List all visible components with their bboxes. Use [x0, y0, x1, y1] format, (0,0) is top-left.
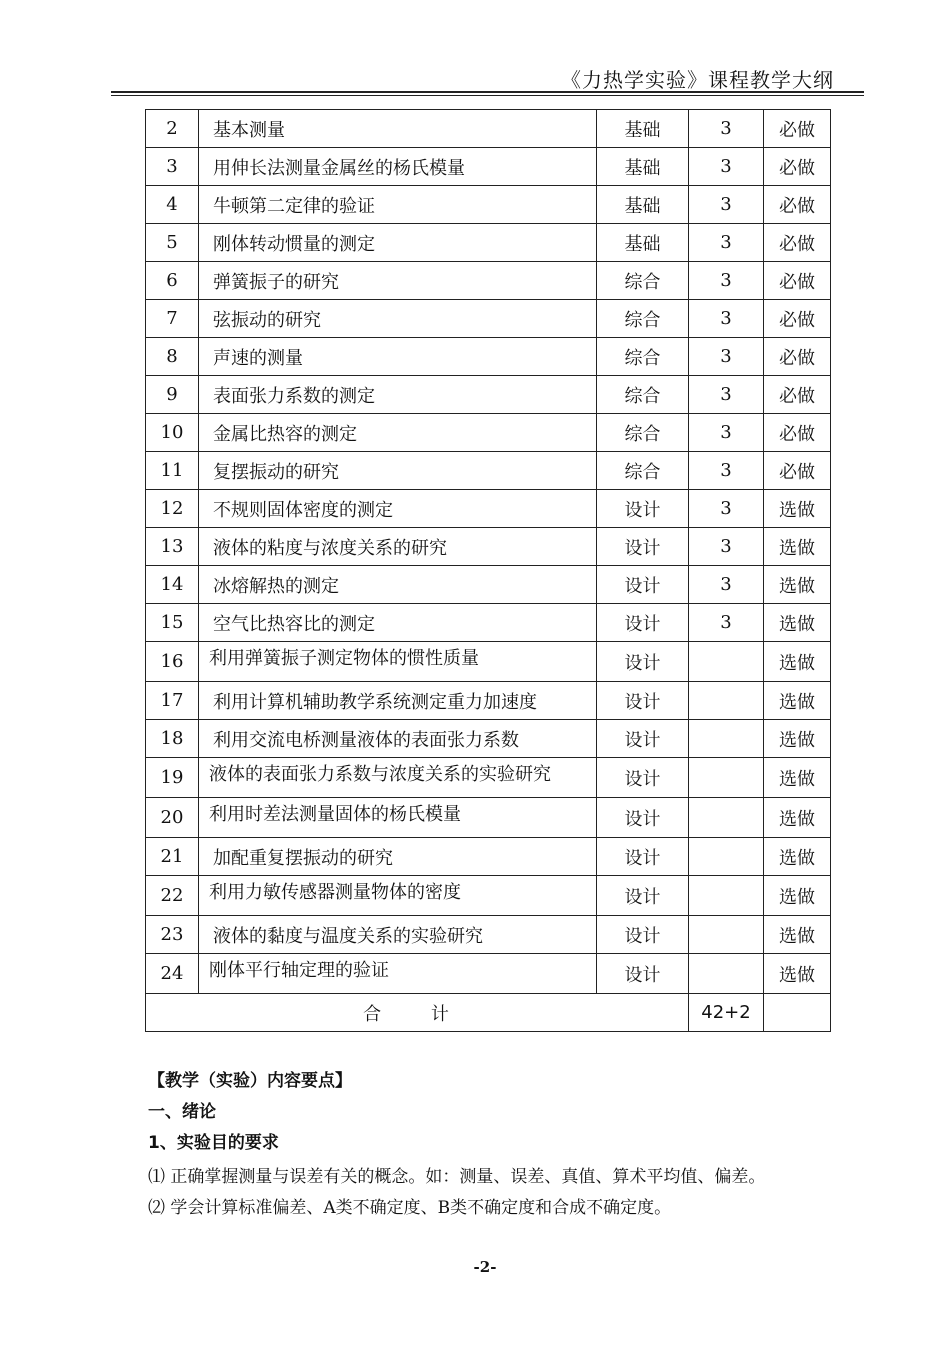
cell-experiment-name: 表面张力系数的测定 — [199, 376, 597, 414]
table-row — [146, 300, 831, 338]
cell-experiment-name: 弹簧振子的研究 — [199, 262, 597, 300]
cell-hours — [689, 876, 764, 916]
cell-number: 4 — [146, 186, 199, 224]
table-row — [146, 720, 831, 758]
cell-type: 设计 — [597, 954, 689, 994]
cell-hours — [689, 642, 764, 682]
cell-experiment-name: 基本测量 — [199, 110, 597, 148]
cell-hours: 3 — [689, 452, 764, 490]
cell-requirement: 必做 — [764, 148, 831, 186]
cell-number: 17 — [146, 682, 199, 720]
cell-hours: 3 — [689, 604, 764, 642]
cell-type: 基础 — [597, 110, 689, 148]
cell-number: 3 — [146, 148, 199, 186]
cell-type: 综合 — [597, 338, 689, 376]
cell-type: 设计 — [597, 490, 689, 528]
cell-experiment-name: 利用时差法测量固体的杨氏模量 — [199, 798, 597, 838]
cell-requirement: 必做 — [764, 376, 831, 414]
cell-type: 设计 — [597, 682, 689, 720]
cell-hours: 3 — [689, 566, 764, 604]
cell-experiment-name: 液体的粘度与浓度关系的研究 — [199, 528, 597, 566]
cell-type: 基础 — [597, 148, 689, 186]
cell-type: 设计 — [597, 642, 689, 682]
cell-hours — [689, 682, 764, 720]
section-heading: 【教学（实验）内容要点】 — [148, 1071, 352, 1091]
cell-requirement: 选做 — [764, 916, 831, 954]
cell-experiment-name: 加配重复摆振动的研究 — [199, 838, 597, 876]
cell-type: 基础 — [597, 224, 689, 262]
cell-number: 18 — [146, 720, 199, 758]
table-row — [146, 528, 831, 566]
cell-type: 综合 — [597, 452, 689, 490]
cell-hours: 3 — [689, 528, 764, 566]
cell-type: 综合 — [597, 414, 689, 452]
cell-number: 21 — [146, 838, 199, 876]
cell-requirement: 必做 — [764, 338, 831, 376]
cell-experiment-name: 声速的测量 — [199, 338, 597, 376]
cell-requirement: 选做 — [764, 528, 831, 566]
table-row — [146, 682, 831, 720]
paragraph-item-1: ⑴ 正确掌握测量与误差有关的概念。如：测量、误差、真值、算术平均值、偏差。 — [148, 1167, 766, 1187]
cell-requirement: 必做 — [764, 262, 831, 300]
cell-experiment-name: 不规则固体密度的测定 — [199, 490, 597, 528]
cell-requirement: 必做 — [764, 300, 831, 338]
cell-type: 综合 — [597, 300, 689, 338]
cell-type: 设计 — [597, 758, 689, 798]
cell-requirement: 选做 — [764, 876, 831, 916]
table-row — [146, 916, 831, 954]
cell-number: 11 — [146, 452, 199, 490]
cell-number: 19 — [146, 758, 199, 798]
cell-experiment-name: 液体的黏度与温度关系的实验研究 — [199, 916, 597, 954]
cell-experiment-name: 利用交流电桥测量液体的表面张力系数 — [199, 720, 597, 758]
cell-experiment-name: 金属比热容的测定 — [199, 414, 597, 452]
cell-type: 设计 — [597, 720, 689, 758]
cell-requirement: 选做 — [764, 954, 831, 994]
table-row — [146, 414, 831, 452]
cell-hours — [689, 838, 764, 876]
table-row — [146, 452, 831, 490]
table-row — [146, 490, 831, 528]
cell-number: 13 — [146, 528, 199, 566]
table-row — [146, 224, 831, 262]
cell-number: 24 — [146, 954, 199, 994]
total-label: 合 计 — [146, 994, 689, 1032]
cell-type: 设计 — [597, 798, 689, 838]
cell-hours: 3 — [689, 300, 764, 338]
total-empty-cell — [764, 994, 831, 1032]
table-row — [146, 798, 831, 838]
cell-hours: 3 — [689, 490, 764, 528]
cell-requirement: 选做 — [764, 566, 831, 604]
cell-hours: 3 — [689, 414, 764, 452]
table-row — [146, 876, 831, 916]
cell-hours: 3 — [689, 224, 764, 262]
cell-requirement: 选做 — [764, 720, 831, 758]
cell-number: 10 — [146, 414, 199, 452]
table-row — [146, 954, 831, 994]
cell-hours: 3 — [689, 186, 764, 224]
cell-number: 15 — [146, 604, 199, 642]
table-row — [146, 262, 831, 300]
cell-hours — [689, 954, 764, 994]
table-row — [146, 338, 831, 376]
experiment-table — [145, 109, 831, 1032]
cell-type: 综合 — [597, 376, 689, 414]
cell-experiment-name: 液体的表面张力系数与浓度关系的实验研究 — [199, 758, 597, 798]
cell-hours — [689, 758, 764, 798]
cell-requirement: 选做 — [764, 604, 831, 642]
table-row — [146, 148, 831, 186]
cell-hours: 3 — [689, 148, 764, 186]
cell-requirement: 必做 — [764, 224, 831, 262]
cell-requirement: 必做 — [764, 186, 831, 224]
cell-experiment-name: 刚体平行轴定理的验证 — [199, 954, 597, 994]
cell-hours — [689, 720, 764, 758]
cell-experiment-name: 利用计算机辅助教学系统测定重力加速度 — [199, 682, 597, 720]
table-row — [146, 110, 831, 148]
header-rule-thin — [111, 95, 864, 96]
cell-requirement: 选做 — [764, 758, 831, 798]
cell-hours: 3 — [689, 338, 764, 376]
cell-requirement: 选做 — [764, 490, 831, 528]
cell-number: 5 — [146, 224, 199, 262]
cell-experiment-name: 冰熔解热的测定 — [199, 566, 597, 604]
cell-experiment-name: 复摆振动的研究 — [199, 452, 597, 490]
table-row — [146, 758, 831, 798]
table-row — [146, 566, 831, 604]
cell-experiment-name: 弦振动的研究 — [199, 300, 597, 338]
cell-type: 基础 — [597, 186, 689, 224]
cell-number: 6 — [146, 262, 199, 300]
cell-number: 2 — [146, 110, 199, 148]
table-row — [146, 642, 831, 682]
cell-experiment-name: 空气比热容比的测定 — [199, 604, 597, 642]
cell-hours: 3 — [689, 262, 764, 300]
cell-experiment-name: 利用弹簧振子测定物体的惯性质量 — [199, 642, 597, 682]
table-row — [146, 186, 831, 224]
cell-requirement: 选做 — [764, 682, 831, 720]
cell-hours — [689, 916, 764, 954]
cell-number: 12 — [146, 490, 199, 528]
cell-hours — [689, 798, 764, 838]
cell-requirement: 必做 — [764, 414, 831, 452]
chapter-heading: 一、绪论 — [148, 1102, 216, 1122]
cell-number: 22 — [146, 876, 199, 916]
cell-number: 14 — [146, 566, 199, 604]
cell-experiment-name: 利用力敏传感器测量物体的密度 — [199, 876, 597, 916]
table-row — [146, 604, 831, 642]
cell-number: 8 — [146, 338, 199, 376]
header-rule — [111, 91, 864, 93]
cell-type: 设计 — [597, 566, 689, 604]
cell-experiment-name: 刚体转动惯量的测定 — [199, 224, 597, 262]
cell-type: 设计 — [597, 528, 689, 566]
cell-requirement: 选做 — [764, 642, 831, 682]
table-total-row — [146, 994, 831, 1032]
cell-number: 20 — [146, 798, 199, 838]
cell-number: 7 — [146, 300, 199, 338]
sub-heading: 1、实验目的要求 — [148, 1133, 279, 1153]
table-row — [146, 838, 831, 876]
cell-requirement: 必做 — [764, 452, 831, 490]
total-hours: 42+2 — [689, 994, 764, 1032]
cell-experiment-name: 用伸长法测量金属丝的杨氏模量 — [199, 148, 597, 186]
cell-number: 23 — [146, 916, 199, 954]
cell-requirement: 选做 — [764, 798, 831, 838]
cell-number: 16 — [146, 642, 199, 682]
cell-type: 设计 — [597, 838, 689, 876]
header-title: 《力热学实验》课程教学大纲 — [561, 68, 834, 92]
cell-requirement: 必做 — [764, 110, 831, 148]
cell-hours: 3 — [689, 376, 764, 414]
cell-type: 设计 — [597, 876, 689, 916]
table-row — [146, 376, 831, 414]
cell-requirement: 选做 — [764, 838, 831, 876]
cell-type: 设计 — [597, 916, 689, 954]
cell-type: 综合 — [597, 262, 689, 300]
cell-hours: 3 — [689, 110, 764, 148]
page-number: -2- — [473, 1258, 497, 1276]
cell-number: 9 — [146, 376, 199, 414]
paragraph-item-2: ⑵ 学会计算标准偏差、A类不确定度、B类不确定度和合成不确定度。 — [148, 1198, 672, 1218]
cell-experiment-name: 牛顿第二定律的验证 — [199, 186, 597, 224]
cell-type: 设计 — [597, 604, 689, 642]
